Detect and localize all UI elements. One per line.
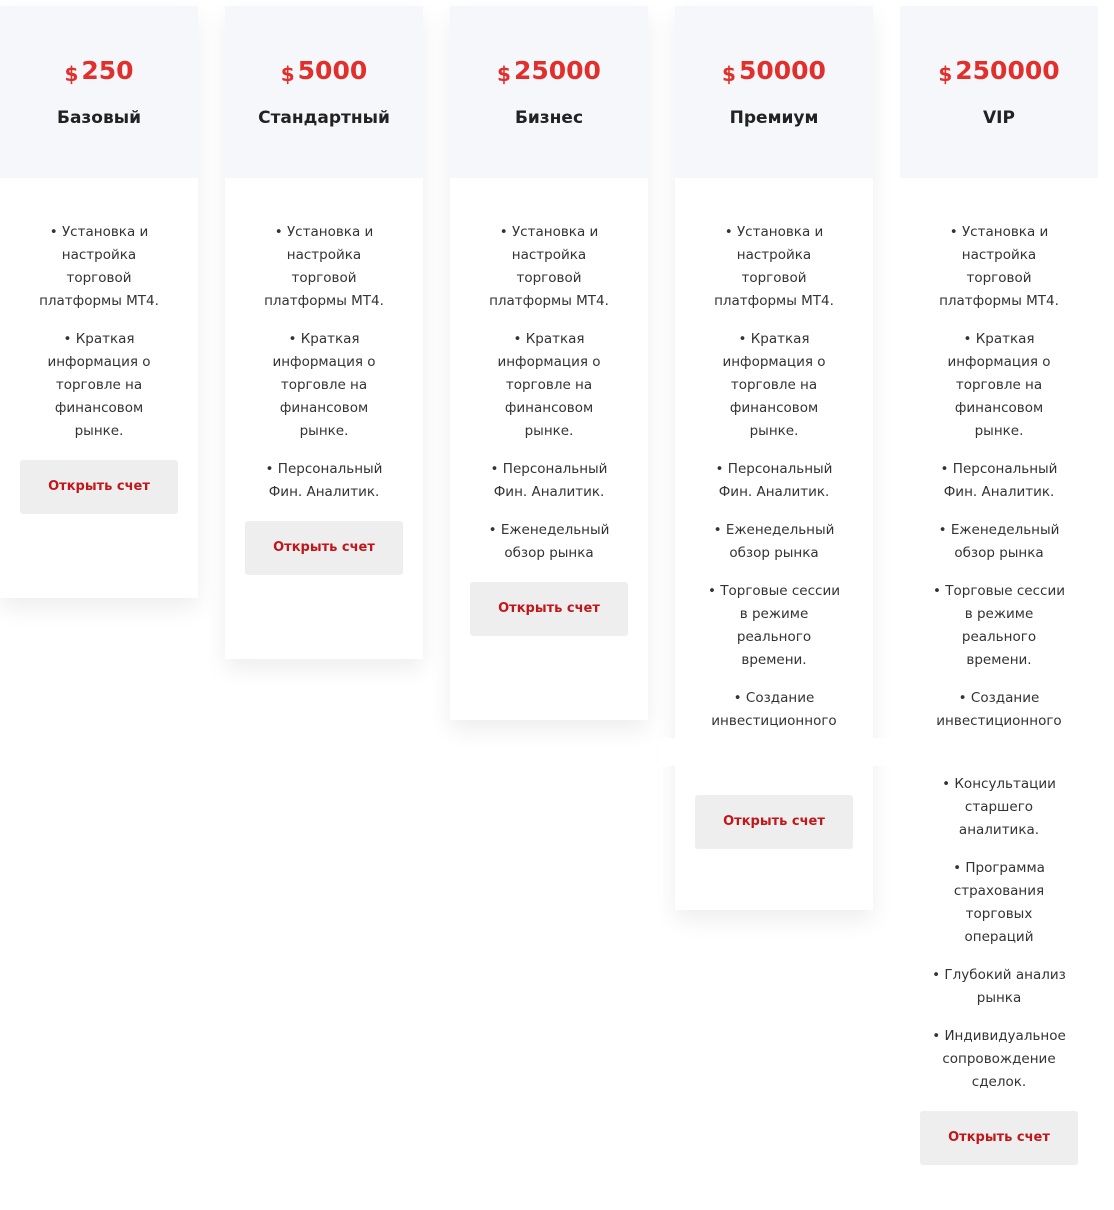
price-amount: 50000	[738, 56, 826, 85]
plan-price	[450, 6, 648, 86]
plan-name: Стандартный	[258, 108, 390, 128]
feature-item: • Установка и настройка торговой платформы МТ4.	[489, 224, 609, 309]
plan-price	[675, 6, 873, 86]
feature-item: • Еженедельный обзор рынка	[488, 522, 610, 561]
pricing-card-basic	[0, 6, 198, 598]
feature-item: • Персональный Фин. Аналитик.	[265, 461, 383, 500]
currency-symbol: $	[938, 62, 953, 86]
feature-item: • Установка и настройка торговой платформы МТ4.	[714, 224, 834, 309]
feature-list	[675, 178, 873, 733]
open-account-button[interactable]: Открыть счет	[245, 521, 403, 575]
plan-name: Бизнес	[514, 108, 584, 128]
price-amount: 5000	[297, 56, 368, 85]
feature-list	[450, 178, 648, 565]
plan-price	[900, 6, 1098, 86]
feature-item: • Торговые сессии в режиме реального времени.	[707, 583, 840, 668]
plan-name: Базовый	[56, 108, 142, 128]
feature-item: • Создание инвестиционного	[711, 690, 837, 729]
feature-item: • Индивидуальное сопровождение сделок.	[932, 1028, 1066, 1090]
price-amount: 250000	[955, 56, 1060, 85]
card-header	[225, 6, 423, 178]
open-account-button[interactable]: Открыть счет	[20, 460, 178, 514]
feature-item: • Создание инвестиционного	[936, 690, 1062, 729]
currency-symbol: $	[280, 62, 295, 86]
feature-item: • Краткая информация о торговле на финансовом рынке.	[722, 331, 826, 439]
card-header	[450, 6, 648, 178]
plan-name: VIP	[983, 108, 1015, 128]
price-amount: 25000	[513, 56, 601, 85]
feature-item: • Торговые сессии в режиме реального времени.	[932, 583, 1065, 668]
feature-item: • Персональный Фин. Аналитик.	[490, 461, 608, 500]
feature-list	[225, 178, 423, 504]
price-amount: 250	[81, 56, 134, 85]
card-header	[900, 6, 1098, 178]
open-account-button[interactable]: Открыть счет	[695, 795, 853, 849]
feature-list	[0, 178, 198, 443]
open-account-button[interactable]: Открыть счет	[920, 1111, 1078, 1165]
currency-symbol: $	[497, 62, 511, 86]
feature-item: • Установка и настройка торговой платформы МТ4.	[939, 224, 1059, 309]
page-gap-overlay	[660, 738, 1114, 766]
feature-list	[900, 178, 1098, 1094]
feature-item: • Консультации старшего аналитика.	[942, 776, 1056, 838]
feature-item: • Краткая информация о торговле на финансовом рынке.	[47, 331, 151, 439]
feature-item: • Персональный Фин. Аналитик.	[715, 461, 833, 500]
feature-item: • Установка и настройка торговой платформы МТ4.	[264, 224, 384, 309]
plan-name: Премиум	[729, 108, 819, 128]
pricing-card-vip	[900, 6, 1098, 1210]
feature-item: • Программа страхования торговых операций	[953, 860, 1045, 945]
feature-item: • Краткая информация о торговле на финансовом рынке.	[497, 331, 601, 439]
currency-symbol: $	[722, 62, 736, 86]
pricing-card-premium	[675, 6, 873, 910]
feature-item: • Глубокий анализ рынка	[932, 967, 1066, 1006]
feature-item: • Краткая информация о торговле на финансовом рынке.	[947, 331, 1051, 439]
open-account-button[interactable]: Открыть счет	[470, 582, 628, 636]
card-header	[675, 6, 873, 178]
pricing-card-business	[450, 6, 648, 720]
currency-symbol: $	[64, 62, 79, 86]
plan-price	[0, 6, 198, 86]
feature-item: • Еженедельный обзор рынка	[938, 522, 1060, 561]
plan-price	[225, 6, 423, 86]
feature-item: • Краткая информация о торговле на финансовом рынке.	[272, 331, 376, 439]
feature-item: • Персональный Фин. Аналитик.	[940, 461, 1058, 500]
pricing-card-standard	[225, 6, 423, 659]
feature-item: • Установка и настройка торговой платформы МТ4.	[39, 224, 159, 309]
card-header	[0, 6, 198, 178]
feature-item: • Еженедельный обзор рынка	[713, 522, 835, 561]
